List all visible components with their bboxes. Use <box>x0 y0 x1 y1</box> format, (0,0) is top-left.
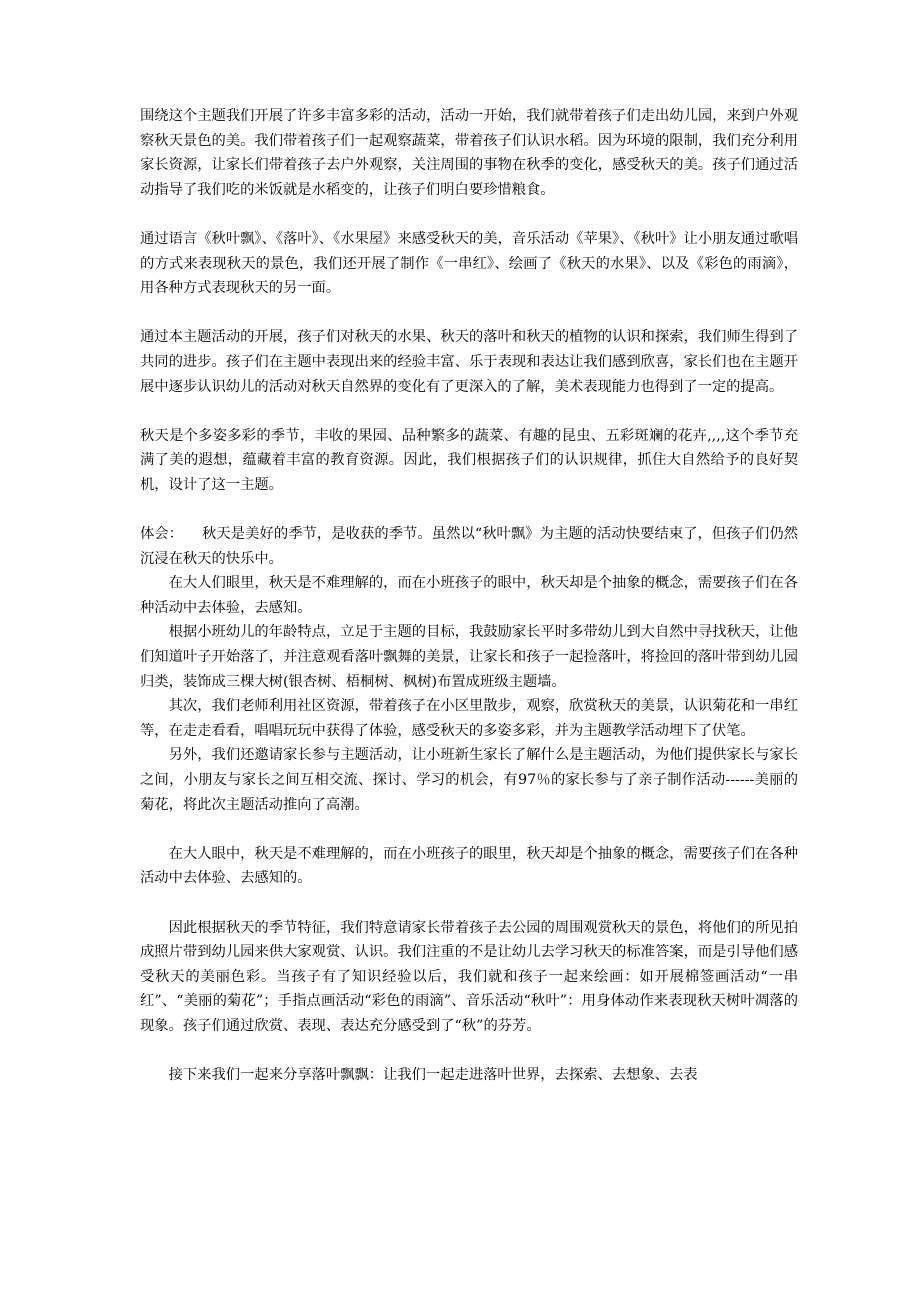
paragraph-season-intro: 秋天是个多姿多彩的季节，丰收的果园、品种繁多的蔬菜、有趣的昆虫、五彩斑斓的花卉,,,,这个季节充满了美的遐想，蕴藏着丰富的教育资源。因此，我们根据孩子们的认识规律，抓住大自然给予的良好契机，设计了这一主题。 <box>140 427 798 493</box>
tihui-paragraph-1: 在大人们眼里，秋天是不难理解的，而在小班孩子的眼中，秋天却是个抽象的概念，需要孩子们在各种活动中去体验，去感知。 <box>140 575 798 616</box>
paragraph-progress: 通过本主题活动的开展，孩子们对秋天的水果、秋天的落叶和秋天的植物的认识和探索，我们师生得到了共同的进步。孩子们在主题中表现出来的经验丰富、乐于表现和表达让我们感到欣喜，家长们也在主题开展中逐步认识幼儿的活动对秋天自然界的变化有了更深入的了解，美术表现能力也得到了一定的提高。 <box>140 329 798 395</box>
later-paragraph-3: 接下来我们一起来分享落叶飘飘：让我们一起走进落叶世界，去探索、去想象、去表 <box>168 1067 698 1084</box>
later-paragraph-1: 在大人眼中，秋天是不难理解的，而在小班孩子的眼里，秋天却是个抽象的概念，需要孩子们在各种活动中去体验、去感知的。 <box>140 845 798 887</box>
paragraph-tihui <box>140 522 798 571</box>
tihui-text: 秋天是美好的季节，是收获的季节。虽然以“秋叶飘》为主题的活动快要结束了，但孩子们仍然沉浸在秋天的快乐中。 <box>140 526 798 567</box>
tihui-paragraph-3: 其次，我们老师利用社区资源，带着孩子在小区里散步，观察，欣赏秋天的美景，认识菊花和一串红等，在走走看看，唱唱玩玩中获得了体验，感受秋天的多姿多彩，并为主题教学活动埋下了伏笔。 <box>140 698 798 739</box>
paragraph-activities: 围绕这个主题我们开展了许多丰富多彩的活动，活动一开始，我们就带着孩子们走出幼儿园，来到户外观察秋天景色的美。我们带着孩子们一起观察蔬菜，带着孩子们认识水稻。因为环境的限制，我们充分利用家长资源，让家长们带着孩子去户外观察，关注周围的事物在秋季的变化，感受秋天的美。孩子们通过活动指导了我们吃的米饭就是水稻变的，让孩子们明白要珍惜粮食。 <box>140 108 798 198</box>
tihui-paragraph-4: 另外，我们还邀请家长参与主题活动，让小班新生家长了解什么是主题活动，为他们提供家长与家长之间，小朋友与家长之间互相交流、探讨、学习的机会，有97％的家长参与了亲子制作活动------美丽的菊花，将此次主题活动推向了高潮。 <box>140 747 798 813</box>
tihui-label: 体会： <box>140 526 183 543</box>
later-paragraph-2: 因此根据秋天的季节特征，我们特意请家长带着孩子去公园的周围观赏秋天的景色，将他们的所见拍成照片带到幼儿园来供大家观赏、认识。我们注重的不是让幼儿去学习秋天的标准答案，而是引导他们感受秋天的美丽色彩。当孩子有了知识经验以后，我们就和孩子一起来绘画：如开展棉签画活动“一串红”、“美丽的菊花”；手指点画活动“彩色的雨滴”、音乐活动“秋叶”：用身体动作来表现秋天树叶凋落的现象。孩子们通过欣赏、表现、表达充分感受到了“秋”的芬芳。 <box>140 919 798 1034</box>
paragraph-language-music: 通过语言《秋叶飘》、《落叶》、《水果屋》来感受秋天的美，音乐活动《苹果》、《秋叶》让小朋友通过歌唱的方式来表现秋天的景色，我们还开展了制作《一串红》、绘画了《秋天的水果》、以及《彩色的雨滴》，用各种方式表现秋天的另一面。 <box>140 230 798 297</box>
tihui-paragraph-2: 根据小班幼儿的年龄特点，立足于主题的目标，我鼓励家长平时多带幼儿到大自然中寻找秋天，让他们知道叶子开始落了，并注意观看落叶飘舞的美景，让家长和孩子一起捡落叶，将捡回的落叶带到幼儿园归类，装饰成三棵大树(银杏树、梧桐树、枫树)布置成班级主题墙。 <box>140 624 798 690</box>
document-body <box>140 104 798 1088</box>
